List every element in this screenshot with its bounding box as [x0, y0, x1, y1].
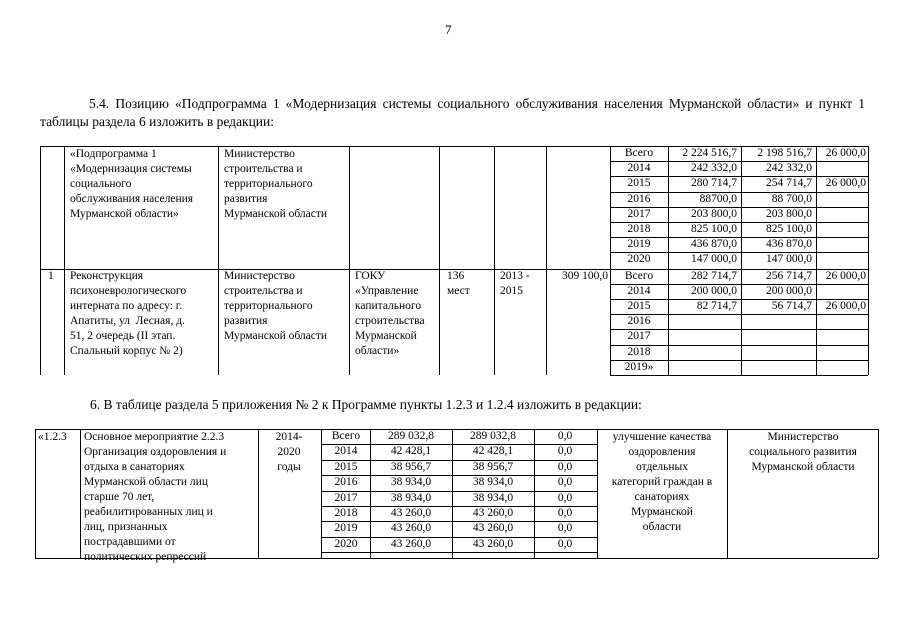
table-2-federal: 0,0	[557, 491, 573, 504]
table-1-row-b-year: 2017	[627, 330, 651, 343]
table-1-row-a-total: 88700,0	[699, 192, 737, 205]
table-2-column-rule	[321, 429, 322, 558]
table-1-row-b-name: Реконструкция психоневрологического интерната по адресу: г. Апатиты, ул Лесная, д. 51, 2 очередь (II этап. Спальный корпус № 2)	[70, 270, 187, 357]
table-1-row-a-year: 2018	[627, 223, 651, 235]
table-1-row-a-year: 2016	[627, 192, 651, 205]
table-1-column-rule	[494, 146, 495, 375]
table-1-row-b-ministry: Министерство строительства и территориального развития Мурманской области	[224, 270, 328, 342]
table-2-year: 2018	[334, 507, 358, 519]
table-1-row-b-year: 2018	[627, 345, 651, 358]
table-2-total: 289 032,8	[388, 430, 434, 442]
page-number: 7	[445, 22, 452, 37]
table-1-row-a-year: 2020	[627, 253, 651, 266]
table-1-row-a-total: 242 332,0	[691, 162, 737, 175]
table-1-row-a-year: 2017	[627, 207, 651, 220]
table-2-total: 42 428,1	[390, 445, 432, 458]
table-1-row-a-total: 203 800,0	[691, 207, 737, 220]
table-2-year: 2020	[334, 537, 358, 550]
table-2-federal: 0,0	[557, 430, 573, 442]
table-1-row-a-year: 2015	[627, 177, 651, 190]
table-2-year: 2016	[334, 476, 358, 489]
table-2-federal: 0,0	[557, 476, 573, 489]
table-1-row-b-total: 200 000,0	[691, 284, 737, 297]
table-2-column-rule	[878, 429, 879, 558]
table-1-row-a-ministry: Министерство строительства и территориального развития Мурманской области	[224, 148, 328, 220]
table-2-regional: 43 260,0	[472, 522, 514, 535]
table-1-row-b-executor: ГОКУ «Управление капитального строительства Мурманской области»	[355, 270, 425, 357]
table-1-column-rule	[218, 146, 219, 375]
table-2-total: 43 260,0	[390, 522, 432, 535]
table-2-federal: 0,0	[557, 522, 573, 535]
table-1-column-rule	[349, 146, 350, 375]
table-1-row-b-federal: 26 000,0	[825, 269, 866, 282]
table-1-row-a-total: 280 714,7	[691, 177, 737, 190]
table-1-row-a-year: 2014	[627, 162, 651, 175]
table-1-row-a-regional: 88 700,0	[771, 192, 812, 205]
table-1-column-rule	[439, 146, 440, 375]
table-2-year: 2019	[334, 522, 358, 535]
table-2-column-rule	[370, 429, 371, 558]
table-2-regional: 38 934,0	[472, 491, 514, 504]
table-2-regional: 289 032,8	[470, 430, 516, 442]
table-2-period: 2014- 2020 годы	[275, 431, 303, 473]
table-2-column-rule	[534, 429, 535, 558]
table-2-column-rule	[727, 429, 728, 558]
table-1-row-b-year: Всего	[624, 269, 654, 282]
table-1-row-b-cost: 309 100,0	[562, 270, 608, 282]
table-1-row-a-name: «Подпрограмма 1 «Модернизация системы социального обслуживания населения Мурманской области»	[70, 148, 194, 220]
table-2-regional: 38 956,7	[472, 460, 514, 473]
table-1-row-a-year: Всего	[624, 147, 654, 159]
table-1-row-b-regional: 200 000,0	[766, 284, 812, 297]
table-1-row-a-regional: 254 714,7	[766, 177, 812, 190]
table-2-total: 43 260,0	[390, 507, 432, 519]
table-2-num: «1.2.3	[38, 431, 67, 443]
table-1-row-a-regional: 203 800,0	[766, 207, 812, 220]
table-1-column-rule	[546, 146, 547, 375]
table-2-column-rule	[80, 429, 81, 558]
section-5-4-paragraph: 5.4. Позицию «Подпрограмма 1 «Модернизация системы социального обслуживания населения Мурманской области» и пункт 1 таблицы раздела 6 изложить в редакции:	[40, 96, 865, 129]
table-2-row-rule	[321, 552, 597, 553]
table-1-row-b-regional: 56 714,7	[771, 299, 812, 312]
table-2-total: 43 260,0	[390, 537, 432, 550]
table-2-name: Основное мероприятие 2.2.3 Организация оздоровления и отдыха в санаториях Мурманской области лиц старше 70 лет, реабилитированных лиц и лиц, признанных пострадавшими от политических репрессий	[84, 431, 227, 563]
table-2-total: 38 956,7	[390, 460, 432, 473]
table-1-row-a-total: 2 224 516,7	[682, 147, 737, 159]
table-1-bottom-border	[610, 375, 868, 376]
table-2-federal: 0,0	[557, 445, 573, 458]
table-1-row-a-total: 147 000,0	[691, 253, 737, 266]
table-1-row-b-num: 1	[48, 270, 54, 282]
table-1-row-a-year: 2019	[627, 238, 651, 251]
table-2-indicator: улучшение качества оздоровления отдельных категорий граждан в санаториях Мурманской области	[611, 431, 713, 533]
table-2-federal: 0,0	[557, 537, 573, 550]
table-2-column-rule	[452, 429, 453, 558]
table-1-column-rule	[610, 146, 611, 375]
table-1-column-rule	[64, 146, 65, 375]
table-2-regional: 38 934,0	[472, 476, 514, 489]
table-1-row-b-year: 2015	[627, 299, 651, 312]
table-1-row-a-regional: 436 870,0	[766, 238, 812, 251]
table-1-row-b-year: 2014	[627, 284, 651, 297]
table-2-year: 2014	[334, 445, 358, 458]
table-2-column-rule	[258, 429, 259, 558]
table-2-regional: 43 260,0	[472, 537, 514, 550]
table-2-column-rule	[597, 429, 598, 558]
table-1-row-a-total: 825 100,0	[691, 223, 737, 235]
section-6-paragraph: 6. В таблице раздела 5 приложения № 2 к Программе пункты 1.2.3 и 1.2.4 изложить в редакции:	[90, 397, 642, 412]
table-1-row-a-federal: 26 000,0	[825, 177, 866, 190]
table-2-year: 2017	[334, 491, 358, 504]
table-1-row-b-period: 2013 - 2015	[500, 270, 530, 297]
table-1-column-rule	[40, 146, 41, 375]
table-2-regional: 42 428,1	[472, 445, 514, 458]
table-1-row-b-total: 282 714,7	[691, 269, 737, 282]
table-1-row-a-total: 436 870,0	[691, 238, 737, 251]
table-2-year: 2015	[334, 460, 358, 473]
table-1-row-b-total: 82 714,7	[696, 299, 737, 312]
table-1-row-a-regional: 242 332,0	[766, 162, 812, 175]
table-2-federal: 0,0	[557, 460, 573, 473]
table-1-row-b-year: 2019»	[624, 360, 654, 373]
table-1-row-a-regional: 147 000,0	[766, 253, 812, 266]
table-1-row-b-year: 2016	[627, 315, 651, 328]
table-2-year: Всего	[331, 430, 361, 442]
table-2-federal: 0,0	[557, 507, 573, 519]
table-2-total: 38 934,0	[390, 476, 432, 489]
table-1-row-b-capacity: 136 мест	[447, 270, 470, 297]
table-2-total: 38 934,0	[390, 491, 432, 504]
table-1-row-b-regional: 256 714,7	[766, 269, 812, 282]
table-1-column-rule	[868, 146, 869, 375]
table-2-column-rule	[35, 429, 36, 558]
table-1-row-a-federal: 26 000,0	[825, 147, 866, 159]
table-1-row-a-regional: 825 100,0	[766, 223, 812, 235]
table-1-row-b-federal: 26 000,0	[825, 299, 866, 312]
table-2-regional: 43 260,0	[472, 507, 514, 519]
table-2-ministry: Министерство социального развития Мурманской области	[749, 431, 857, 473]
table-1-row-a-regional: 2 198 516,7	[757, 147, 812, 159]
